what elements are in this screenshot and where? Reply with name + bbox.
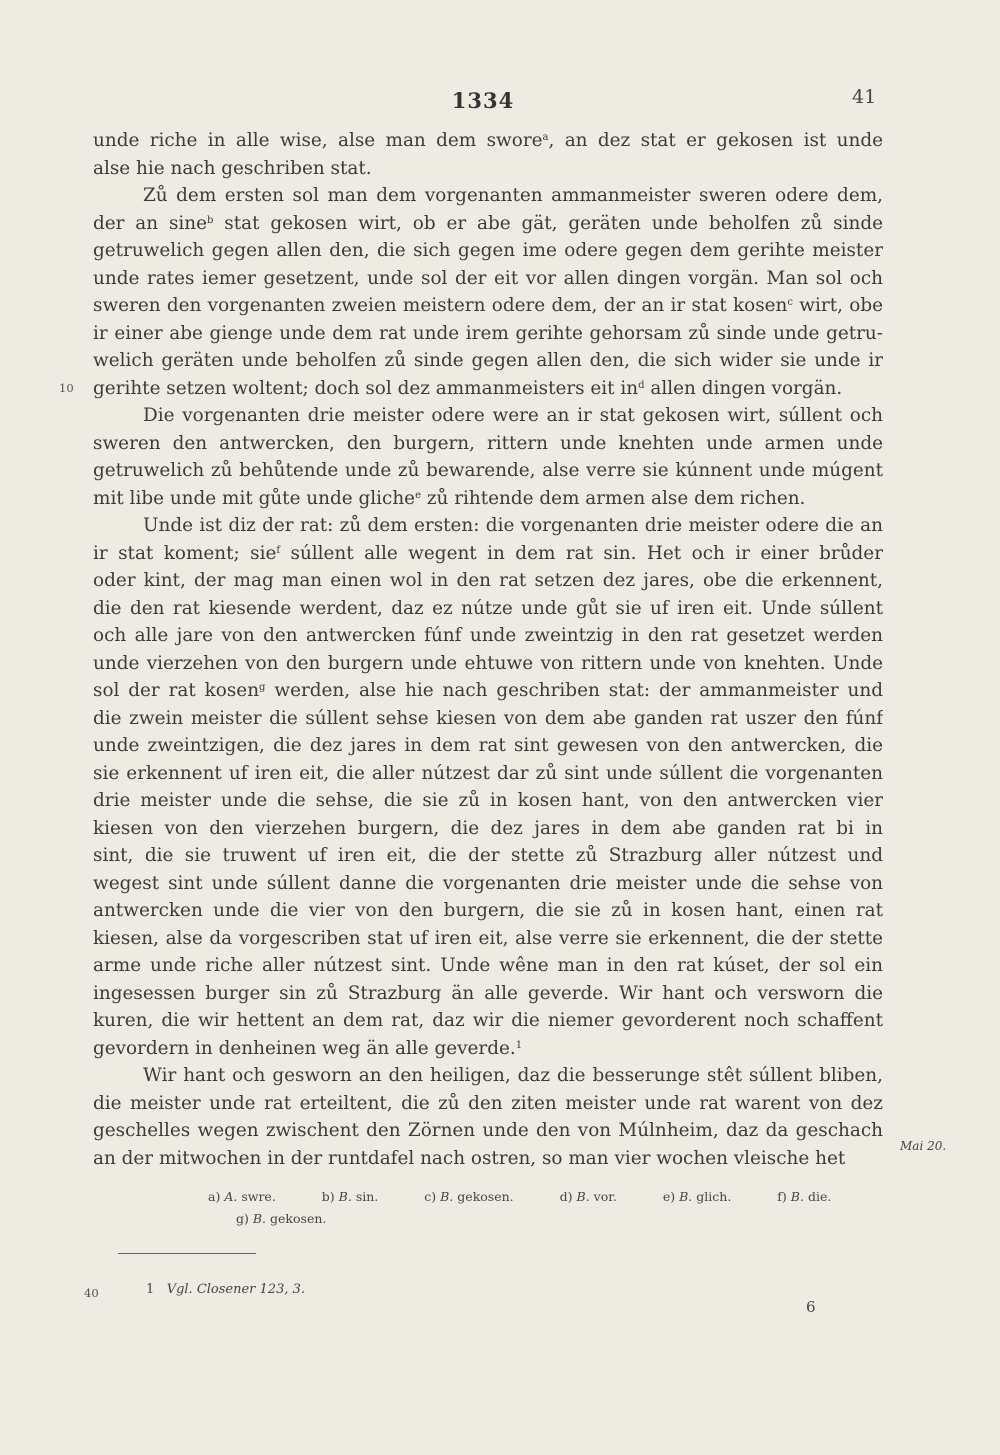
text-line	[93, 540, 883, 568]
text-line	[93, 705, 883, 733]
variant-reading: vor.	[593, 1189, 617, 1204]
text-line	[93, 870, 883, 898]
text-line	[93, 980, 883, 1008]
footnote-marker: d	[638, 379, 645, 391]
signature-mark: 6	[806, 1298, 816, 1316]
text-line	[93, 292, 883, 320]
line-text: zů rihtende dem armen alse dem richen.	[420, 487, 806, 509]
text-line	[93, 347, 883, 375]
text-line	[93, 485, 883, 513]
line-text: súllent alle wegent in dem rat sin. Het och ir einer brůder	[280, 542, 883, 564]
footnote-text: Vgl. Closener 123, 3.	[166, 1282, 306, 1297]
variant-reading: swre.	[241, 1189, 276, 1204]
line-text: gerihte setzen woltent; doch sol dez ammanmeisters eit in	[93, 377, 639, 399]
footnote-marker: g	[259, 682, 266, 693]
footnote-marker: b	[207, 214, 214, 226]
text-line	[93, 595, 883, 623]
line-text: ingesessen burger sin zů Strazburg än alle geverde. Wir hant och versworn die	[93, 982, 883, 1004]
variant-reading: gekosen.	[457, 1189, 514, 1204]
margin-date-note: Mai 20.	[900, 1139, 947, 1153]
line-number: 40	[84, 1286, 99, 1300]
line-text: ir stat koment; sie	[93, 542, 277, 564]
text-line	[93, 677, 883, 705]
variant-label: b)	[321, 1189, 335, 1204]
line-text: unde vierzehen von den burgern unde ehtuwe von rittern unde von knehten. Unde	[93, 652, 883, 674]
variant-label: a)	[208, 1189, 221, 1204]
line-text: geschelles wegen zwischent den Zörnen unde den von Múlnheim, daz da geschach	[93, 1120, 883, 1141]
text-line	[93, 182, 883, 210]
variant-notes-row	[208, 1186, 898, 1208]
line-text: der an sine	[93, 212, 208, 234]
line-text: unde rates iemer gesetzent, unde sol der eit vor allen dingen vorgän. Man sol och	[93, 267, 883, 289]
text-line	[93, 210, 883, 238]
text-line	[93, 760, 883, 788]
line-text: , an dez stat er gekosen ist unde	[548, 130, 883, 151]
line-text: mit libe unde mit gůte unde gliche	[93, 487, 416, 509]
footnote-marker: 1	[515, 1039, 523, 1051]
line-text: sie erkennent uf iren eit, die aller nútzest dar zů sint unde súllent die vorgenanten	[93, 762, 883, 784]
footnote-marker: c	[787, 297, 793, 308]
variant-note	[663, 1189, 731, 1204]
line-text: sol der rat kosen	[93, 680, 260, 701]
text-line	[93, 925, 883, 953]
text-line	[59, 375, 883, 403]
footnote-marker: e	[415, 489, 421, 501]
line-text: och alle jare von den antwercken fúnf unde zweintzig in den rat gesetzet werden	[93, 625, 883, 646]
text-line	[93, 127, 883, 155]
line-text: alse hie nach geschriben stat.	[93, 157, 372, 179]
line-text: arme unde riche aller nútzest sint. Unde wêne man in den rat kúset, der sol ein	[93, 955, 883, 976]
line-text: wirt, obe	[793, 295, 883, 316]
text-line	[93, 815, 883, 843]
footnote-divider	[118, 1253, 256, 1254]
text-line	[93, 622, 883, 650]
text-line	[93, 320, 883, 348]
reference-footnote	[146, 1282, 305, 1297]
line-text: sint, die sie truwent uf iren eit, die der stette zů Strazburg aller nútzest und	[93, 845, 883, 866]
text-line	[93, 1062, 883, 1090]
line-text: Unde ist diz der rat: zů dem ersten: die vorgenanten drie meister odere die an	[143, 515, 883, 536]
line-text: allen dingen vorgän.	[644, 377, 843, 399]
text-line	[93, 842, 883, 870]
line-text: getruwelich gegen allen den, die sich gegen ime odere gegen dem gerihte meister	[93, 240, 883, 261]
text-line	[93, 1117, 883, 1145]
text-line	[93, 237, 883, 265]
line-text: kiesen, alse da vorgescriben stat uf iren eit, alse verre sie erkennent, die der stette	[93, 927, 883, 949]
line-text: gevordern in denheinen weg än alle geverde.	[93, 1037, 516, 1059]
line-text: antwercken unde die vier von den burgern, die sie zů in kosen hant, einen rat	[93, 900, 883, 921]
line-text: werden, alse hie nach geschriben stat: der ammanmeister und	[265, 680, 883, 701]
variant-siglum: B.	[252, 1211, 267, 1226]
variant-siglum: B.	[576, 1189, 590, 1204]
variant-note	[208, 1189, 276, 1204]
text-line	[93, 457, 883, 485]
variant-reading: die.	[807, 1189, 832, 1204]
footnote-number: 1	[146, 1282, 155, 1297]
variant-siglum: B.	[440, 1189, 454, 1204]
line-text: die zwein meister die súllent sehse kiesen von dem abe ganden rat uszer den fúnf	[93, 707, 883, 729]
line-text: sweren den antwercken, den burgern, rittern unde knehten unde armen unde	[93, 432, 883, 454]
variant-label: d)	[559, 1189, 573, 1204]
text-line	[93, 1145, 883, 1173]
variant-siglum: B.	[790, 1189, 804, 1204]
text-line	[93, 1090, 883, 1118]
main-text	[59, 127, 883, 1172]
header-year: 1334	[451, 88, 515, 113]
line-number: 10	[59, 380, 74, 395]
text-line	[93, 1035, 883, 1063]
page-number: 41	[852, 86, 877, 108]
footnote-marker: a	[542, 132, 549, 143]
line-text: kiesen von den vierzehen burgern, die dez jares in dem abe ganden rat bi in	[93, 817, 883, 839]
line-text: die meister unde rat erteiltent, die zů den ziten meister unde rat warent von dez	[93, 1092, 883, 1114]
variant-label: e)	[662, 1189, 676, 1204]
line-text: Zů dem ersten sol man dem vorgenanten ammanmeister sweren odere dem,	[143, 185, 883, 206]
variant-siglum: B.	[679, 1189, 693, 1204]
variant-siglum: A.	[224, 1189, 238, 1204]
line-text: welich geräten unde beholfen zů sinde gegen allen den, die sich wider sie unde ir	[93, 350, 883, 371]
line-text: oder kint, der mag man einen wol in den rat setzen dez jares, obe die erkennent,	[93, 570, 883, 591]
text-line	[93, 897, 883, 925]
text-line	[93, 952, 883, 980]
text-line	[93, 650, 883, 678]
variant-note	[777, 1189, 831, 1204]
line-text: die den rat kiesende werdent, daz ez nútze unde gůt sie uf iren eit. Unde súllent	[93, 597, 883, 619]
text-line	[93, 430, 883, 458]
line-text: Wir hant och gesworn an den heiligen, daz die besserunge stêt súllent bliben,	[143, 1065, 883, 1086]
line-text: unde riche in alle wise, alse man dem swore	[93, 130, 543, 151]
variant-note	[560, 1189, 617, 1204]
footnote-marker: f	[276, 544, 281, 556]
line-text: ir einer abe gienge unde dem rat unde irem gerihte gehorsam zů sinde unde getru-	[93, 322, 883, 344]
text-line	[93, 402, 883, 430]
line-text: drie meister unde die sehse, die sie zů in kosen hant, von den antwercken vier	[93, 790, 883, 811]
text-line	[93, 155, 883, 183]
line-text: kuren, die wir hettent an dem rat, daz wir die niemer gevorderent noch schaffent	[93, 1010, 883, 1031]
line-text: unde zweintzigen, die dez jares in dem rat sint gewesen von den antwercken, die	[93, 735, 883, 756]
variant-footnotes	[208, 1186, 898, 1230]
line-text: stat gekosen wirt, ob er abe gät, geräten unde beholfen zů sinde	[213, 212, 883, 234]
line-text: an der mitwochen in der runtdafel nach ostren, so man vier wochen vleische het	[93, 1147, 846, 1169]
variant-note	[236, 1211, 326, 1226]
text-line	[93, 512, 883, 540]
text-line	[93, 732, 883, 760]
variant-label: c)	[424, 1189, 437, 1204]
text-line	[93, 265, 883, 293]
text-line	[93, 1007, 883, 1035]
variant-note	[424, 1189, 513, 1204]
variant-siglum: B.	[338, 1189, 352, 1204]
text-line	[93, 787, 883, 815]
variant-label: g)	[236, 1211, 249, 1226]
line-text: Die vorgenanten drie meister odere were an ir stat gekosen wirt, súllent och	[143, 405, 883, 426]
variant-reading: gekosen.	[270, 1211, 327, 1226]
variant-reading: glich.	[696, 1189, 732, 1204]
line-text: wegest sint unde súllent danne die vorgenanten drie meister unde die sehse von	[93, 872, 883, 894]
text-line	[93, 567, 883, 595]
variant-notes-row	[208, 1208, 898, 1230]
variant-label: f)	[777, 1189, 787, 1204]
line-text: sweren den vorgenanten zweien meistern odere dem, der an ir stat kosen	[93, 295, 788, 316]
variant-reading: sin.	[355, 1189, 379, 1204]
variant-note	[322, 1189, 378, 1204]
line-text: getruwelich zů behůtende unde zů bewarende, alse verre sie kúnnent unde múgent	[93, 460, 883, 481]
